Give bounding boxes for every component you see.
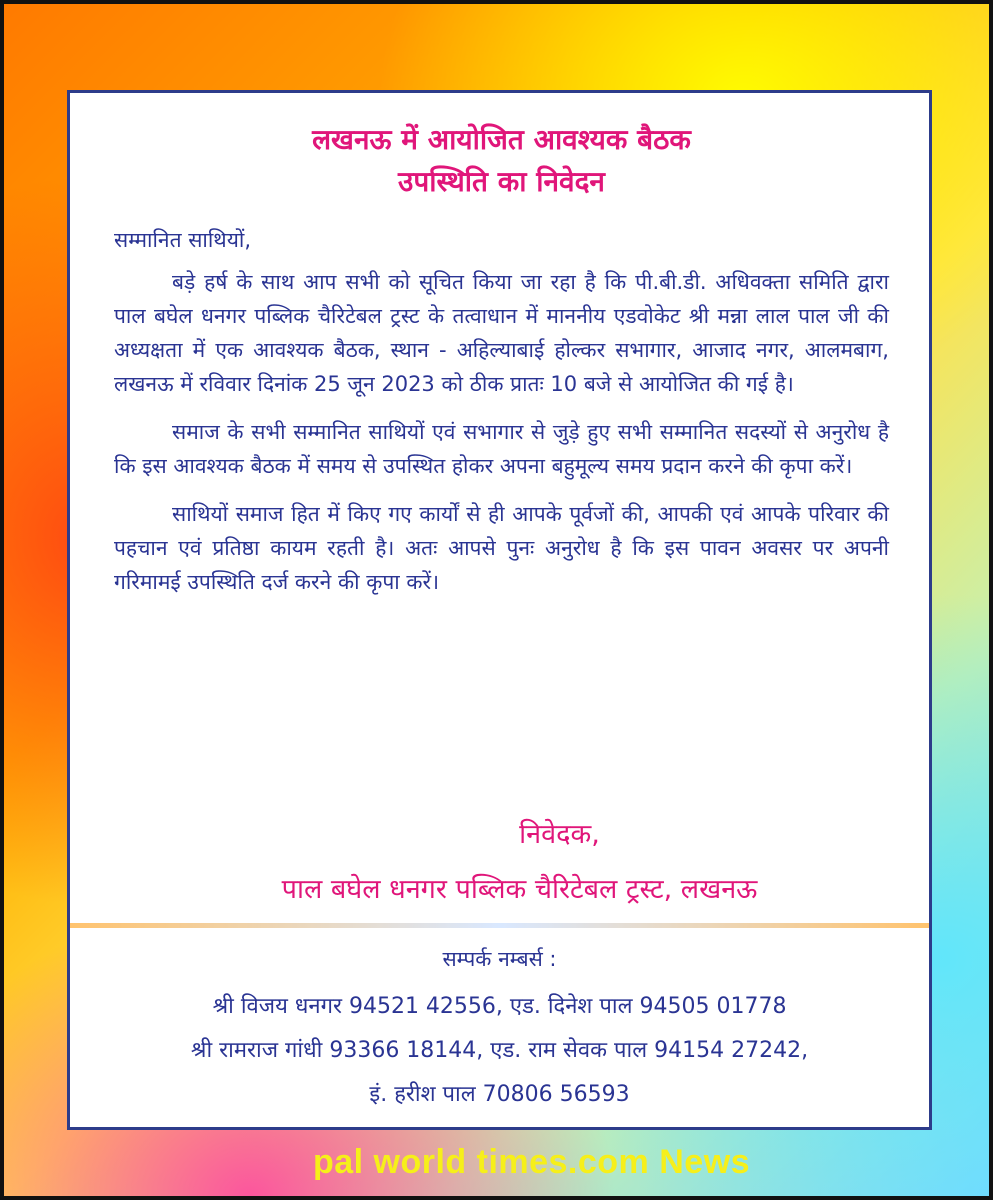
contact-line-2: श्री रामराज गांधी 93366 18144, एड. राम सेवक पाल 94154 27242, [190, 1038, 809, 1063]
contact-line-3: इं. हरीश पाल 70806 56593 [369, 1082, 630, 1107]
footer-watermark: pal world times.com News [312, 1143, 751, 1181]
paragraph-request: समाज के सभी सम्मानित साथियों एवं सभागार से जुड़े हुए सभी सम्मानित सदस्यों से अनुरोध है कि इस आवश्यक बैठक में समय से उपस्थित होकर अपना बहुमूल्य समय प्रदान करने की कृपा करें। [114, 420, 889, 478]
notice-title-line2: उपस्थिति का निवेदन [398, 165, 605, 198]
signature-label: निवेदक, [519, 819, 600, 850]
contact-section [70, 935, 929, 1117]
paragraph-appeal: साथियों समाज हित में किए गए कार्यों से ही आपके पूर्वजों की, आपकी एवं आपके परिवार की पहचान एवं प्रतिष्ठा कायम रहती है। अतः आपसे पुनः अनुरोध है कि इस पावन अवसर पर अपनी गरिमामई उपस्थिति दर्ज करने की कृपा करें। [114, 502, 889, 594]
notice-body [74, 97, 925, 917]
section-divider [70, 923, 929, 928]
paragraph-announcement: बड़े हर्ष के साथ आप सभी को सूचित किया जा रहा है कि पी.बी.डी. अधिवक्ता समिति द्वारा पाल बघेल धनगर पब्लिक चैरिटेबल ट्रस्ट के तत्वाधान में माननीय एडवोकेट श्री मन्ना लाल पाल जी की अध्यक्षता में एक आवश्यक बैठक, स्थान - अहिल्याबाई होल्कर सभागार, आजाद नगर, आलमबाग, लखनऊ में रविवार दिनांक 25 जून 2023 को ठीक प्रातः 10 बजे से आयोजित की गई है। [114, 270, 889, 396]
signature-organization: पाल बघेल धनगर पब्लिक चैरिटेबल ट्रस्ट, लखनऊ [281, 874, 758, 905]
notice-title-line1: लखनऊ में आयोजित आवश्यक बैठक [312, 123, 691, 156]
contact-line-1: श्री विजय धनगर 94521 42556, एड. दिनेश पाल 94505 01778 [212, 994, 787, 1019]
notice-card [67, 90, 932, 1130]
greeting: सम्मानित साथियों, [114, 228, 251, 252]
contact-label: सम्पर्क नम्बर्स : [442, 947, 557, 971]
